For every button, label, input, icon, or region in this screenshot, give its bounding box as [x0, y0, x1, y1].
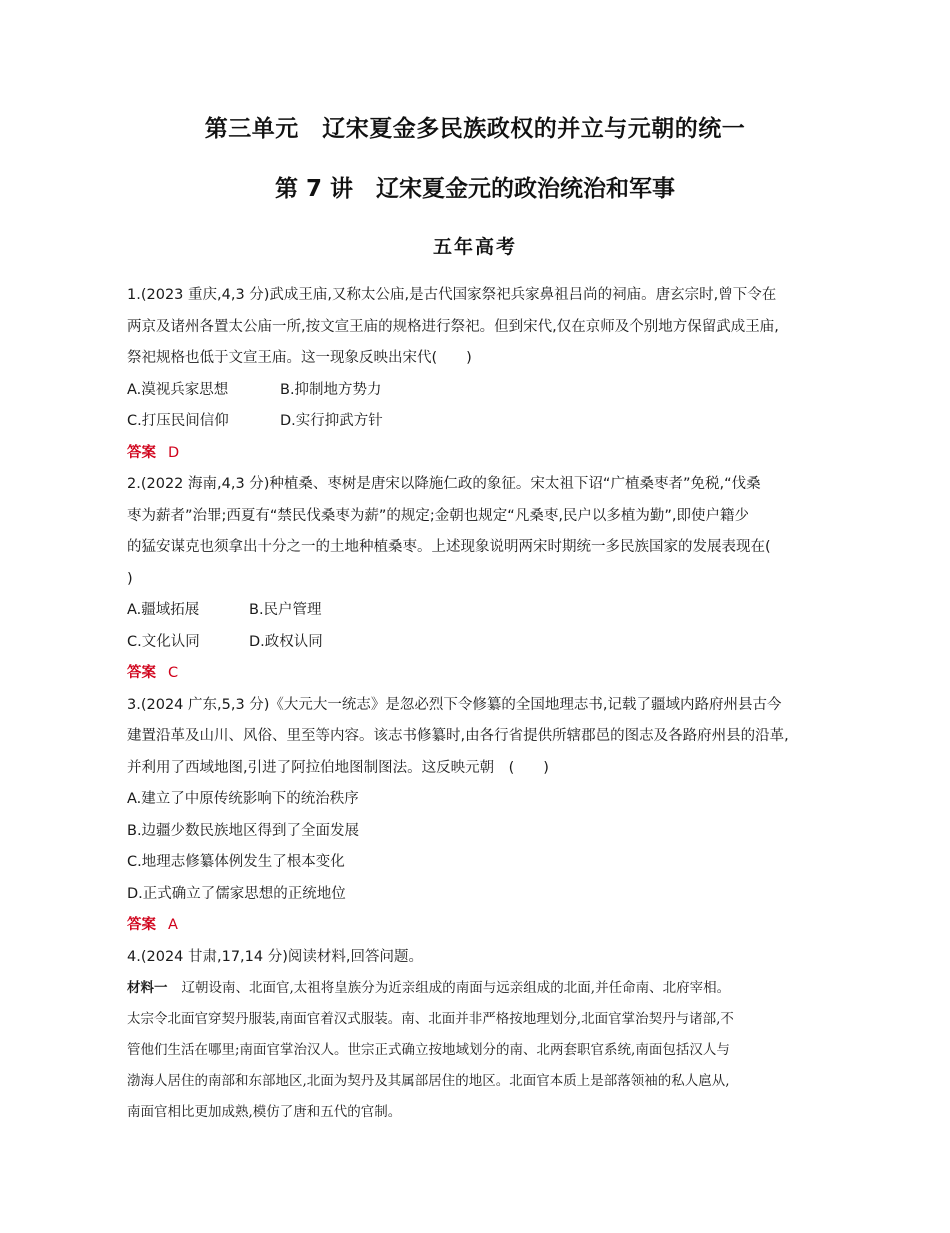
- option-a: A.漠视兵家思想: [127, 381, 229, 398]
- question-text-line: 两京及诸州各置太公庙一所,按文宣王庙的规格进行祭祀。但到宋代,仅在京师及个别地方保留武成王庙,: [127, 318, 779, 335]
- material-line: [127, 973, 837, 1004]
- answer-label: 答案: [127, 444, 156, 461]
- option-d: D.正式确立了儒家思想的正统地位: [127, 885, 346, 902]
- answer-value: D: [168, 444, 180, 461]
- material-label: 材料一: [127, 980, 168, 996]
- material-line: 管他们生活在哪里;南面官掌治汉人。世宗正式确立按地域划分的南、北两套职官系统,南面包括汉人与: [127, 1042, 730, 1058]
- question-text-line: 3.(2024 广东,5,3 分)《大元大一统志》是忽必烈下令修纂的全国地理志书,记载了疆域内路府州县古今: [127, 696, 782, 713]
- unit-title: 第三单元 辽宋夏金多民族政权的并立与元朝的统一: [204, 116, 746, 142]
- question-text-line: 1.(2023 重庆,4,3 分)武成王庙,又称太公庙,是古代国家祭祀兵家鼻祖吕尚的祠庙。唐玄宗时,曾下令在: [127, 287, 777, 303]
- options-row: [127, 406, 837, 438]
- options-row: [127, 627, 837, 659]
- option-a: A.疆域拓展: [127, 602, 200, 618]
- question-text-line: 的猛安谋克也须拿出十分之一的土地种植桑枣。上述现象说明两宋时期统一多民族国家的发展表现在(: [127, 539, 771, 555]
- option-d: D.实行抑武方针: [280, 413, 383, 429]
- question-text-line: 祭祀规格也低于文宣王庙。这一现象反映出宋代( ): [127, 350, 472, 366]
- question-1: [127, 280, 837, 469]
- question-text-line: 建置沿革及山川、风俗、里至等内容。该志书修纂时,由各行省提供所辖郡邑的图志及各路府州县的沿革,: [127, 728, 789, 744]
- answer-line: [127, 910, 837, 942]
- options-row: [127, 595, 837, 627]
- question-text-line: ): [127, 570, 133, 587]
- question-4: [127, 942, 837, 1129]
- answer-line: [127, 438, 837, 470]
- option-b: B.边疆少数民族地区得到了全面发展: [127, 822, 360, 839]
- option-a: A.建立了中原传统影响下的统治秩序: [127, 791, 359, 807]
- question-text-line: 并利用了西域地图,引进了阿拉伯地图制图法。这反映元朝 ( ): [127, 759, 549, 776]
- material-line: 南面官相比更加成熟,模仿了唐和五代的官制。: [127, 1104, 402, 1120]
- question-3: [127, 690, 837, 942]
- option-d: D.政权认同: [249, 633, 323, 650]
- answer-value: A: [168, 917, 178, 933]
- option-b: B.民户管理: [249, 602, 322, 618]
- question-text-line: 4.(2024 甘肃,17,14 分)阅读材料,回答问题。: [127, 948, 423, 965]
- option-c: C.打压民间信仰: [127, 413, 229, 429]
- questions-content: [127, 280, 837, 1128]
- answer-label: 答案: [127, 917, 156, 933]
- option-b: B.抑制地方势力: [280, 381, 382, 398]
- material-line: 太宗令北面官穿契丹服装,南面官着汉式服装。南、北面并非严格按地理划分,北面官掌治契丹与诸部,不: [127, 1011, 734, 1027]
- answer-value: C: [168, 665, 179, 681]
- lecture-title: 第 7 讲 辽宋夏金元的政治统治和军事: [274, 176, 676, 202]
- question-2: [127, 469, 837, 690]
- section-title: 五年高考: [432, 236, 517, 258]
- option-c: C.文化认同: [127, 633, 200, 650]
- options-row: [127, 375, 837, 407]
- material-line: 渤海人居住的南部和东部地区,北面为契丹及其属部居住的地区。北面官本质上是部落领袖的私人扈从,: [127, 1073, 730, 1089]
- answer-label: 答案: [127, 665, 156, 681]
- material-text: 辽朝设南、北面官,太祖将皇族分为近亲组成的南面与远亲组成的北面,并任命南、北府宰相。: [181, 980, 731, 996]
- question-text-line: 2.(2022 海南,4,3 分)种植桑、枣树是唐宋以降施仁政的象征。宋太祖下诏“广植桑枣者”免税,“伐桑: [127, 476, 761, 492]
- option-c: C.地理志修纂体例发生了根本变化: [127, 854, 345, 870]
- answer-line: [127, 658, 837, 690]
- question-text-line: 枣为薪者”治罪;西夏有“禁民伐桑枣为薪”的规定;金朝也规定“凡桑枣,民户以多植为勤”,即使户籍少: [127, 507, 750, 524]
